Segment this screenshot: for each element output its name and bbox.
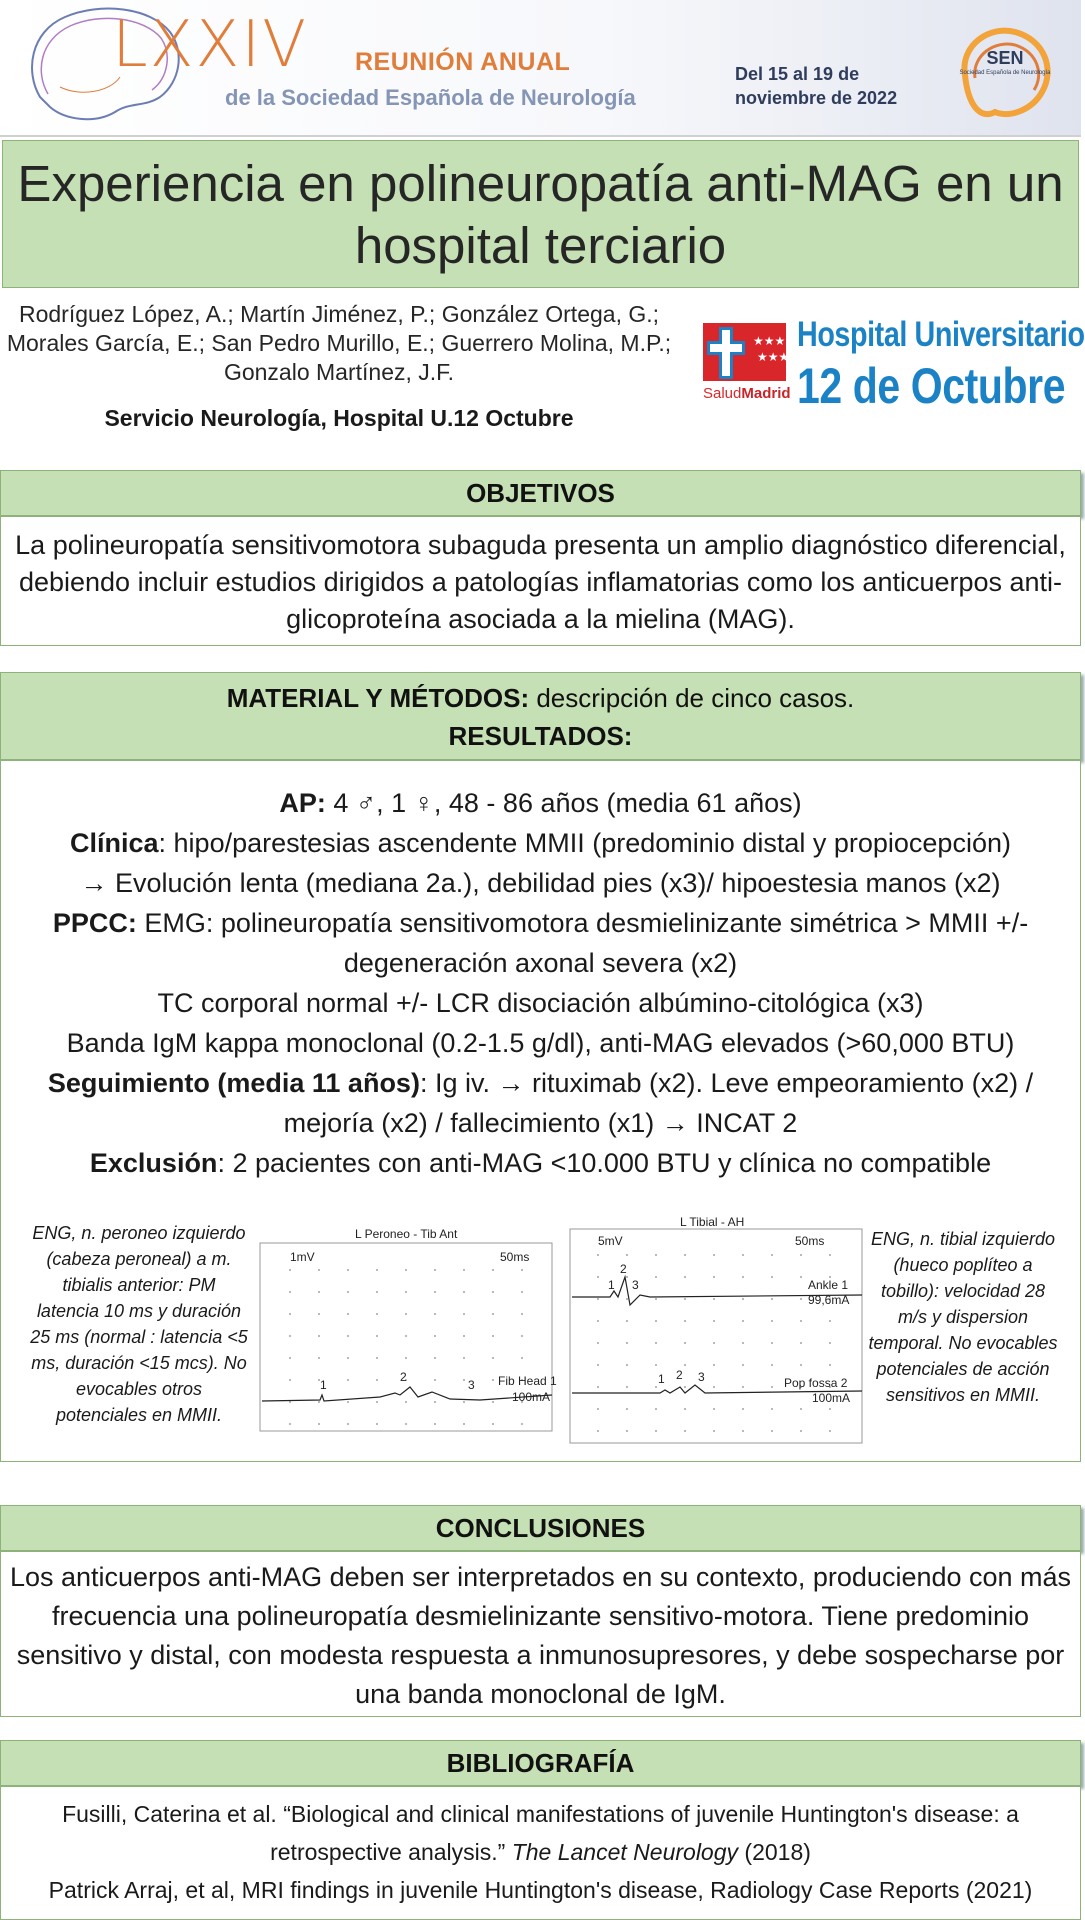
grid-dot [463,1335,465,1337]
material-line [1,679,1080,717]
dates-line-1: Del 15 al 19 de [735,64,860,84]
grid-dot [463,1313,465,1315]
grid-dot [318,1335,320,1337]
grid-dot [347,1401,349,1403]
grid-dot [289,1291,291,1293]
material-resultados-heading [0,672,1081,760]
grid-dot [597,1386,599,1388]
grid-dot [800,1408,802,1410]
ap-line [1,783,1080,823]
grid-dot [492,1335,494,1337]
ppcc-text: EMG: polineuropatía sensitivomotora desmielinizante simétrica > MMII +/- degeneración axonal severa (x2) [136,908,1029,978]
grid-dot [684,1320,686,1322]
salud-word: Salud [703,385,742,402]
grid-dot [597,1254,599,1256]
reference-1 [1,1795,1080,1871]
emg-right-time-scale: 50ms [795,1234,825,1248]
grid-dot [684,1298,686,1300]
grid-dot [684,1408,686,1410]
resultados-heading: RESULTADOS: [448,721,633,751]
grid-dot [597,1430,599,1432]
grid-dot [655,1408,657,1410]
grid-dot [434,1269,436,1271]
grid-dot [771,1386,773,1388]
grid-dot [771,1408,773,1410]
grid-dot [318,1313,320,1315]
grid-dot [655,1298,657,1300]
grid-dot [684,1342,686,1344]
emg-right-amp-scale: 5mV [598,1234,623,1248]
grid-dot [405,1401,407,1403]
grid-dot [829,1364,831,1366]
reference-2: Patrick Arraj, et al, MRI findings in juvenile Huntington's disease, Radiology Case Reports (2021) [48,1877,1033,1903]
grid-dot [655,1430,657,1432]
grid-dot [521,1423,523,1425]
grid-dot [655,1342,657,1344]
grid-dot [318,1269,320,1271]
grid-dot [347,1423,349,1425]
sen-logo-text: SEN [986,48,1024,68]
objetivos-body: La polineuropatía sensitivomotora subaguda presenta un amplio diagnóstico diferencial, debiendo incluir estudios dirigidos a patologías inflamatorias como los anticuerpos anti-glicoproteína asociada a la mielina (MAG). [0,516,1081,646]
emg-left-amp-scale: 1mV [290,1250,315,1264]
grid-dot [597,1276,599,1278]
grid-dot [742,1254,744,1256]
grid-dot [376,1269,378,1271]
emg-peroneo-trace [260,1225,560,1435]
grid-dot [742,1342,744,1344]
grid-dot [492,1313,494,1315]
grid-dot [800,1320,802,1322]
grid-dot [626,1254,628,1256]
grid-dot [347,1313,349,1315]
grid-dot [597,1408,599,1410]
grid-dot [376,1401,378,1403]
ref1-journal: The Lancet Neurology [511,1839,739,1865]
emg-right-site-2: Pop fossa 2 [784,1376,848,1390]
grid-dot [289,1357,291,1359]
society-name: de la Sociedad Española de Neurología [225,85,636,110]
author-list: Rodríguez López, A.; Martín Jiménez, P.; González Ortega, G.; Morales García, E.; San Pedro Murillo, E.; Guerrero Molina, M.P.; Gonzalo Martínez, J.F. [6,301,672,385]
grid-dot [289,1335,291,1337]
grid-dot [626,1408,628,1410]
emg-right-stim-2: 100mA [812,1391,851,1405]
emg-left-marker-3: 3 [468,1378,475,1392]
grid-dot [521,1269,523,1271]
grid-dot [626,1298,628,1300]
conclusiones-heading: CONCLUSIONES [0,1505,1081,1551]
grid-dot [492,1379,494,1381]
grid-dot [713,1386,715,1388]
grid-dot [713,1298,715,1300]
grid-dot [597,1320,599,1322]
bibliografia-body [0,1786,1081,1920]
grid-dot [655,1254,657,1256]
salud-madrid-label [703,385,791,402]
grid-dot [289,1401,291,1403]
edition-number: LXXIV [112,8,308,82]
banda-line: Banda IgM kappa monoclonal (0.2-1.5 g/dl), anti-MAG elevados (>60,000 BTU) [66,1028,1015,1058]
grid-dot [800,1298,802,1300]
grid-dot [521,1357,523,1359]
emg-left-caption: ENG, n. peroneo izquierdo (cabeza peroneal) a m. tibialis anterior: PM latencia 10 ms y duración 25 ms (normal : latencia <5 ms, duración <15 mcs). No evocables otros potenciales en MMII. [30,1223,248,1425]
grid-dot [521,1313,523,1315]
affiliation: Servicio Neurología, Hospital U.12 Octubre [104,405,574,431]
grid-dot [289,1313,291,1315]
title-box [2,140,1079,288]
grid-dot [434,1357,436,1359]
grid-dot [347,1269,349,1271]
emg-left-marker-2: 2 [400,1370,407,1384]
grid-dot [434,1291,436,1293]
sen-logo [950,20,1060,130]
ap-label: AP: [279,788,326,818]
grid-dot [800,1430,802,1432]
grid-dot [405,1335,407,1337]
grid-dot [626,1342,628,1344]
grid-dot [492,1269,494,1271]
grid-dot [742,1386,744,1388]
emg-right-site-1: Ankle 1 [808,1278,849,1292]
grid-dot [318,1423,320,1425]
grid-dot [655,1386,657,1388]
grid-dot [318,1357,320,1359]
grid-dot [771,1276,773,1278]
grid-dot [742,1364,744,1366]
emg-tibial-trace [570,1215,865,1445]
emg-left-title: L Peroneo - Tib Ant [355,1227,458,1241]
ap-text: 4 ♂, 1 ♀, 48 - 86 años (media 61 años) [325,788,802,818]
grid-dot [289,1269,291,1271]
grid-dot [626,1276,628,1278]
grid-dot [713,1430,715,1432]
grid-dot [597,1364,599,1366]
grid-dot [318,1401,320,1403]
grid-dot [829,1254,831,1256]
evolucion-line: → Evolución lenta (mediana 2a.), debilidad pies (x3)/ hipoestesia manos (x2) [80,868,1001,898]
emg-right-bottom-marker-3: 3 [698,1370,705,1384]
ppcc-line [1,903,1080,983]
grid-dot [463,1291,465,1293]
grid-dot [463,1423,465,1425]
grid-dot [434,1423,436,1425]
svg-text:★★★: ★★★ [757,350,790,364]
emg-right-bottom-marker-1: 1 [658,1372,665,1386]
grid-dot [463,1379,465,1381]
grid-dot [318,1291,320,1293]
reunion-label: REUNIÓN ANUAL [355,48,571,76]
grid-dot [626,1386,628,1388]
grid-dot [684,1430,686,1432]
clinica-label: Clínica [70,828,159,858]
grid-dot [742,1298,744,1300]
exclusion-line [1,1143,1080,1183]
grid-dot [376,1379,378,1381]
grid-dot [463,1401,465,1403]
grid-dot [347,1335,349,1337]
grid-dot [829,1320,831,1322]
grid-dot [800,1342,802,1344]
seguimiento-line [1,1063,1080,1143]
grid-dot [347,1357,349,1359]
grid-dot [742,1408,744,1410]
ppcc-label: PPCC: [52,908,137,938]
grid-dot [492,1291,494,1293]
clinica-text: : hipo/parestesias ascendente MMII (predominio distal y propiocepción) [158,828,1011,858]
poster-title: Experiencia en polineuropatía anti-MAG en un hospital terciario [17,155,1064,274]
emg-left-stim: 100mA [512,1390,551,1404]
emg-left-time-scale: 50ms [500,1250,530,1264]
grid-dot [713,1342,715,1344]
conference-banner [0,0,1081,137]
grid-dot [405,1291,407,1293]
grid-dot [800,1364,802,1366]
exclusion-label: Exclusión [89,1148,218,1178]
material-text: descripción de cinco casos. [529,683,855,713]
ref1-year: (2018) [738,1839,811,1865]
emg-right-top-marker-1: 1 [608,1278,615,1292]
grid-dot [405,1423,407,1425]
emg-right-top-marker-2: 2 [620,1262,627,1276]
grid-dot [626,1320,628,1322]
hospital-cross-icon [705,325,750,380]
grid-dot [521,1335,523,1337]
grid-dot [771,1364,773,1366]
grid-dot [684,1276,686,1278]
grid-dot [684,1364,686,1366]
emg-right-stim-1: 99,6mA [808,1293,850,1307]
grid-dot [376,1357,378,1359]
grid-dot [742,1430,744,1432]
grid-dot [376,1423,378,1425]
grid-dot [771,1254,773,1256]
grid-dot [597,1298,599,1300]
grid-dot [597,1342,599,1344]
emg-right-bottom-marker-2: 2 [676,1368,683,1382]
hospital-name-line-1: Hospital Universitario [797,315,1085,354]
grid-dot [684,1254,686,1256]
madrid-word: Madrid [741,385,791,402]
conclusiones-body: Los anticuerpos anti-MAG deben ser interpretados en su contexto, produciendo con más frecuencia una polineuropatía desmielinizante sensitivo-motora. Tiene predominio sensitivo y distal, con modesta respuesta a inmunosupresores, y debe sospecharse por una banda monoclonal de IgM. [0,1551,1081,1717]
grid-dot [713,1254,715,1256]
conference-dates [735,62,897,110]
material-label: MATERIAL Y MÉTODOS: [226,683,530,713]
grid-dot [492,1357,494,1359]
grid-dot [742,1320,744,1322]
grid-dot [463,1357,465,1359]
grid-dot [289,1379,291,1381]
grid-dot [684,1386,686,1388]
grid-dot [405,1357,407,1359]
exclusion-text: : 2 pacientes con anti-MAG <10.000 BTU y clínica no compatible [217,1148,992,1178]
emg-right-top-marker-3: 3 [632,1278,639,1292]
emg-right-caption: ENG, n. tibial izquierdo (hueco poplíteo a tobillo): velocidad 28 m/s y dispersion temporal. No evocables potenciales de acción sensitivos en MMII. [868,1229,1058,1405]
grid-dot [405,1269,407,1271]
grid-dot [771,1320,773,1322]
svg-text:★★★★: ★★★★ [753,334,797,348]
grid-dot [434,1335,436,1337]
grid-dot [829,1430,831,1432]
hospital-name-line-2: 12 de Octubre [797,358,1066,414]
emg-right-title: L Tibial - AH [680,1215,745,1229]
grid-dot [492,1423,494,1425]
grid-dot [434,1401,436,1403]
grid-dot [800,1254,802,1256]
dates-line-2: noviembre de 2022 [735,88,898,108]
grid-dot [800,1276,802,1278]
emg-left-site: Fib Head 1 [498,1374,557,1388]
tc-line: TC corporal normal +/- LCR disociación albúmino-citológica (x3) [157,988,924,1018]
grid-dot [492,1401,494,1403]
grid-dot [655,1276,657,1278]
seguimiento-label: Seguimiento (media 11 años) [47,1068,420,1098]
grid-dot [713,1364,715,1366]
grid-dot [713,1276,715,1278]
grid-dot [405,1313,407,1315]
grid-dot [771,1430,773,1432]
grid-dot [771,1298,773,1300]
bibliografia-heading: BIBLIOGRAFÍA [0,1740,1081,1786]
grid-dot [434,1379,436,1381]
grid-dot [521,1291,523,1293]
grid-dot [742,1276,744,1278]
grid-dot [626,1364,628,1366]
grid-dot [713,1320,715,1322]
grid-dot [829,1408,831,1410]
grid-dot [434,1313,436,1315]
ref1-text: Fusilli, Caterina et al. “Biological and clinical manifestations of juvenile Huntington's disease: a retrospective analysis.” [62,1801,1019,1865]
grid-dot [376,1335,378,1337]
grid-dot [376,1291,378,1293]
grid-dot [347,1291,349,1293]
grid-dot [655,1364,657,1366]
grid-dot [771,1342,773,1344]
grid-dot [655,1320,657,1322]
sen-logo-subtext: Sociedad Española de Neurología [959,70,1051,76]
grid-dot [347,1379,349,1381]
clinica-line [1,823,1080,863]
grid-dot [713,1408,715,1410]
grid-dot [289,1423,291,1425]
objetivos-heading: OBJETIVOS [0,470,1081,516]
grid-dot [376,1313,378,1315]
emg-left-marker-1: 1 [320,1378,327,1392]
seguimiento-text: : Ig iv. → rituximab (x2). Leve empeoramiento (x2) / mejoría (x2) / fallecimiento (x1) → INCAT 2 [283,1068,1034,1138]
grid-dot [463,1269,465,1271]
grid-dot [626,1430,628,1432]
grid-dot [829,1342,831,1344]
